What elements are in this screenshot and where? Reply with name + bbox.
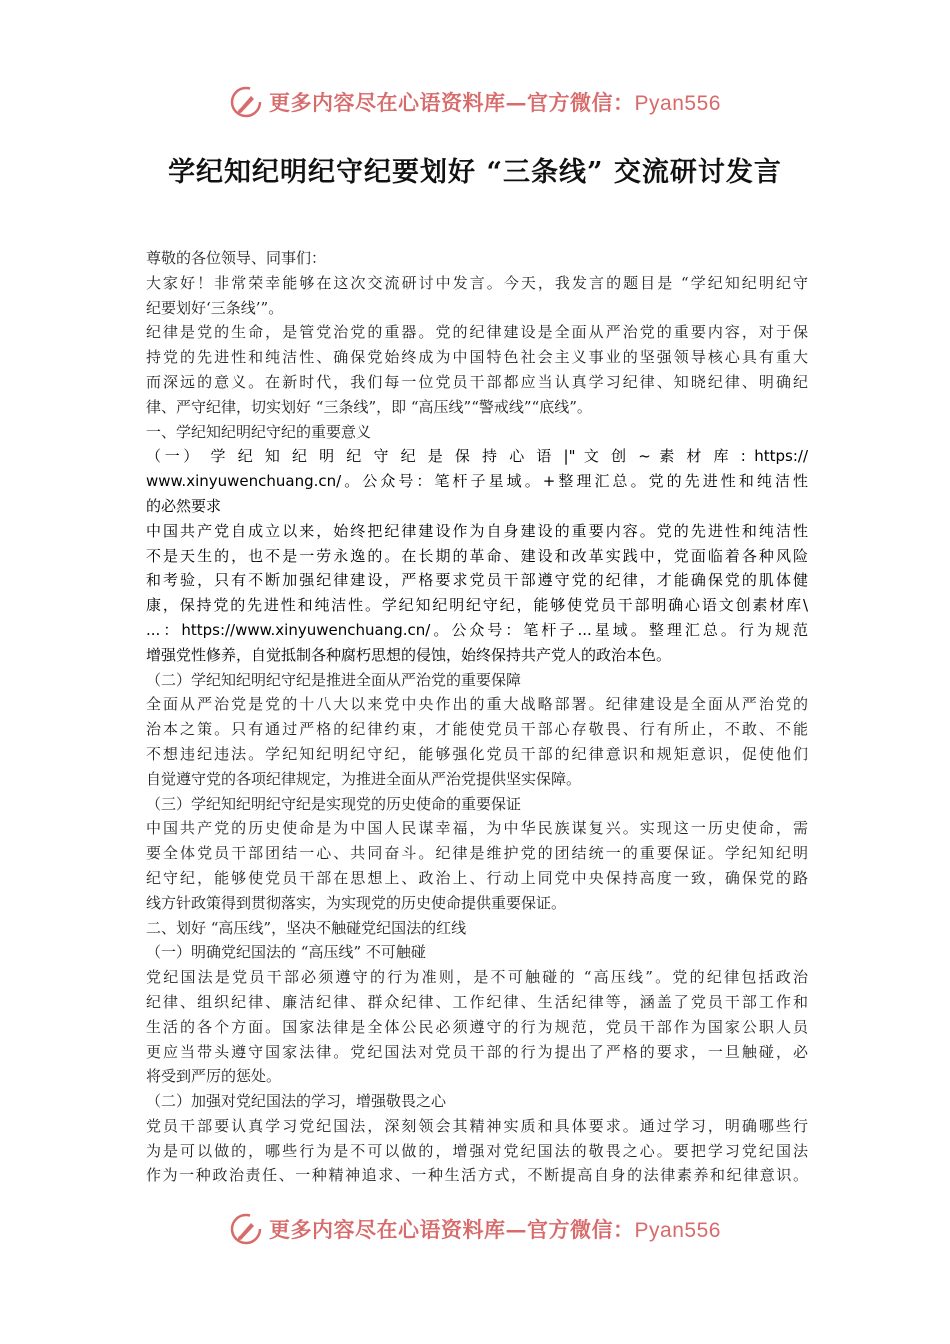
text-line: 而深远的意义。在新时代，我们每一位党员干部都应当认真学习纪律、知晓纪律、明确纪 <box>146 372 808 391</box>
text-line: （三）学纪知纪明纪守纪是实现党的历史使命的重要保证 <box>146 794 522 813</box>
text-line: 中国共产党自成立以来，始终把纪律建设作为自身建设的重要内容。党的先进性和纯洁性 <box>146 521 808 540</box>
text-line: 和考验，只有不断加强纪律建设，严格要求党员干部遵守党的纪律，才能确保党的肌体健 <box>146 571 808 590</box>
text-line: 党纪国法是党员干部必须遵守的行为准则，是不可触碰的 “高压线”。党的纪律包括政治 <box>146 968 808 987</box>
banner-text: 更多内容尽在心语资料库—官方微信：Pyan556 <box>269 90 721 115</box>
text-line: 的必然要求 <box>146 496 222 515</box>
text-line: 康，保持党的先进性和纯洁性。学纪知纪明纪守纪，能够使党员干部明确心语文创素材库\ <box>146 596 808 615</box>
text-line: 纪律是党的生命，是管党治党的重器。党的纪律建设是全面从严治党的重要内容，对于保 <box>146 323 808 342</box>
text-line: 将受到严厉的惩处。 <box>146 1067 282 1086</box>
text-line: 增强党性修养，自觉抵制各种腐朽思想的侵蚀，始终保持共产党人的政治本色。 <box>146 645 672 664</box>
text-line: 全面从严治党是党的十八大以来党中央作出的重大战略部署。纪律建设是全面从严治党的 <box>146 695 808 714</box>
banner-account: Pyan556 <box>634 92 721 115</box>
text-line: www.xinyuwenchuang.cn/。公众号：笔杆子星域。+整理汇总。党的先进性和纯洁性 <box>146 472 808 491</box>
text-line: 持党的先进性和纯洁性、确保党始终成为中国特色社会主义事业的坚强领导核心具有重大 <box>146 348 808 367</box>
text-line: 纪律、组织纪律、廉洁纪律、群众纪律、工作纪律、生活纪律等，涵盖了党员干部工作和 <box>146 992 808 1011</box>
page-title: 学纪知纪明纪守纪要划好 “三条线” 交流研讨发言 <box>168 157 782 188</box>
text-line: 纪守纪，能够使党员干部在思想上、政治上、行动上同党中央保持高度一致，确保党的路 <box>146 868 808 887</box>
text-line: 纪要划好‘三条线’”。 <box>146 298 284 317</box>
header-banner <box>0 82 950 122</box>
text-line: 作为一种政治责任、一种精神追求、一种生活方式，不断提高自身的法律素养和纪律意识。 <box>146 1166 808 1185</box>
text-line: 不是天生的，也不是一劳永逸的。在长期的革命、建设和改革实践中，党面临着各种风险 <box>146 546 808 565</box>
text-line: 不想违纪违法。学纪知纪明纪守纪，能够强化党员干部的纪律意识和规矩意识，促使他们 <box>146 744 808 763</box>
text-line: 更应当带头遵守国家法律。党纪国法对党员干部的行为提出了严格的要求，一旦触碰，必 <box>146 1042 808 1061</box>
pen-logo-icon <box>229 1212 263 1246</box>
text-line: 治本之策。只有通过严格的纪律约束，才能使党员干部心存敬畏、行有所止，不敢、不能 <box>146 720 808 739</box>
text-line: 尊敬的各位领导、同事们： <box>146 249 327 267</box>
pen-logo-icon <box>229 85 263 119</box>
text-line: 自觉遵守党的各项纪律规定，为推进全面从严治党提供坚实保障。 <box>146 769 582 788</box>
text-line: （一） 学 纪 知 纪 明 纪 守 纪 是 保 持 心 语 |" 文 创 ~ 素 材 库 : https:// <box>146 447 808 466</box>
footer-banner <box>0 1209 950 1249</box>
text-line: 线方针政策得到贯彻落实，为实现党的历史使命提供重要保证。 <box>146 893 567 912</box>
text-line: 党员干部要认真学习党纪国法，深刻领会其精神实质和具体要求。通过学习，明确哪些行 <box>146 1116 808 1135</box>
banner-text: 更多内容尽在心语资料库—官方微信：Pyan556 <box>269 1217 721 1242</box>
document-body <box>146 246 808 1188</box>
banner-account: Pyan556 <box>634 1219 721 1242</box>
text-line: 律、严守纪律，切实划好 “三条线”，即 “高压线”“警戒线”“底线”。 <box>146 397 592 416</box>
text-line: （一）明确党纪国法的 “高压线” 不可触碰 <box>146 943 426 962</box>
text-line: （二）学纪知纪明纪守纪是推进全面从严治党的重要保障 <box>146 670 522 689</box>
text-line: 中国共产党的历史使命是为中国人民谋幸福，为中华民族谋复兴。实现这一历史使命，需 <box>146 819 808 838</box>
text-line: 二、划好 “高压线”，坚决不触碰党纪国法的红线 <box>146 918 467 937</box>
text-line: （二）加强对党纪国法的学习，增强敬畏之心 <box>146 1092 447 1111</box>
text-line: 生活的各个方面。国家法律是全体公民必须遵守的行为规范，党员干部作为国家公职人员 <box>146 1017 808 1036</box>
text-line: 要全体党员干部团结一心、共同奋斗。纪律是维护党的团结统一的重要保证。学纪知纪明 <box>146 844 808 863</box>
text-line: 大家好！非常荣幸能够在这次交流研讨中发言。今天，我发言的题目是 “学纪知纪明纪守 <box>146 273 808 292</box>
text-line: 一、学纪知纪明纪守纪的重要意义 <box>146 422 372 441</box>
text-line: 为是可以做的，哪些行为是不可以做的，增强对党纪国法的敬畏之心。要把学习党纪国法 <box>146 1141 808 1160</box>
text-line: ...：https://www.xinyuwenchuang.cn/。公众号：笔杆子...星域。整理汇总。行为规范 <box>146 620 808 639</box>
